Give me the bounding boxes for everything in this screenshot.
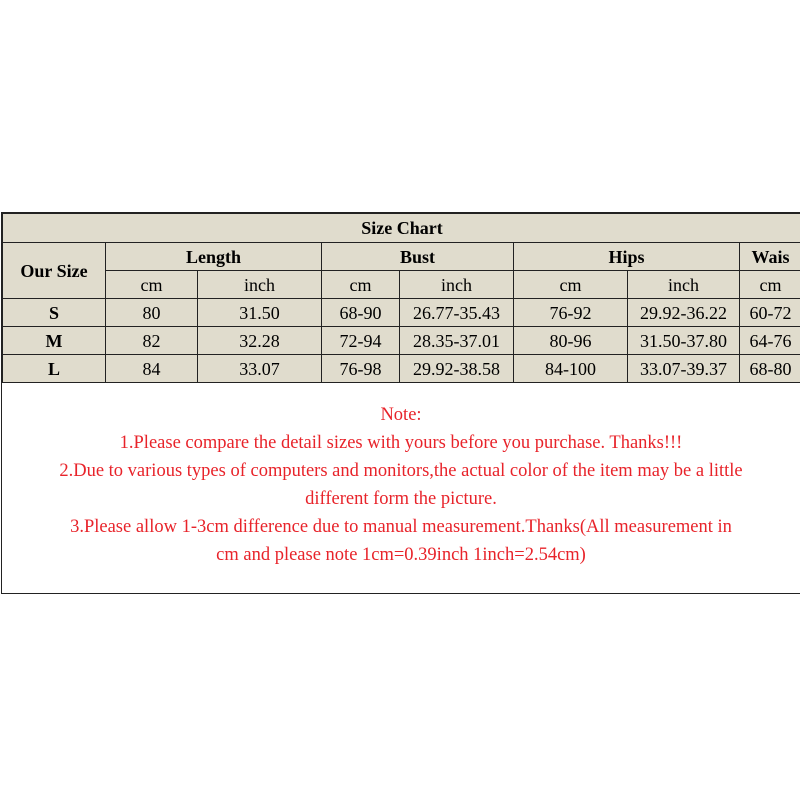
unit-header: cm bbox=[740, 271, 800, 299]
size-column-header: Our Size bbox=[3, 243, 106, 299]
unit-header: inch bbox=[628, 271, 740, 299]
note-line: different form the picture. bbox=[305, 489, 497, 509]
unit-header: cm bbox=[106, 271, 198, 299]
table-cell: 84-100 bbox=[514, 355, 628, 383]
table-cell: 32.28 bbox=[198, 327, 322, 355]
table-cell: 31.50-37.80 bbox=[628, 327, 740, 355]
table-cell: 28.35-37.01 bbox=[400, 327, 514, 355]
notes-heading: Note: bbox=[380, 405, 422, 425]
note-line: 1.Please compare the detail sizes with yours before you purchase. Thanks!!! bbox=[119, 433, 683, 453]
table-cell: 68-90 bbox=[322, 299, 400, 327]
table-cell: 60-72 bbox=[740, 299, 800, 327]
table-cell: 76-98 bbox=[322, 355, 400, 383]
table-cell: 82 bbox=[106, 327, 198, 355]
table-row bbox=[3, 327, 800, 355]
table-row bbox=[3, 299, 800, 327]
table-cell: 29.92-36.22 bbox=[628, 299, 740, 327]
note-line: 2.Due to various types of computers and monitors,the actual color of the item may be a little bbox=[59, 461, 743, 481]
table-cell: 80-96 bbox=[514, 327, 628, 355]
table-row bbox=[3, 355, 800, 383]
table-cell: 80 bbox=[106, 299, 198, 327]
table-cell: 64-76 bbox=[740, 327, 800, 355]
unit-header: inch bbox=[198, 271, 322, 299]
unit-header: cm bbox=[322, 271, 400, 299]
chart-title: Size Chart bbox=[3, 214, 800, 243]
notes-block bbox=[2, 401, 800, 569]
table-cell: 68-80 bbox=[740, 355, 800, 383]
group-header-length: Length bbox=[106, 243, 322, 271]
group-header-hips: Hips bbox=[514, 243, 740, 271]
group-header-bust: Bust bbox=[322, 243, 514, 271]
unit-header: inch bbox=[400, 271, 514, 299]
table-cell: 33.07 bbox=[198, 355, 322, 383]
size-label: M bbox=[3, 327, 106, 355]
size-label: L bbox=[3, 355, 106, 383]
table-cell: 76-92 bbox=[514, 299, 628, 327]
group-header-waist: Wais bbox=[740, 243, 800, 271]
note-line: 3.Please allow 1-3cm difference due to manual measurement.Thanks(All measurement in bbox=[70, 517, 732, 537]
table-cell: 84 bbox=[106, 355, 198, 383]
table-cell: 29.92-38.58 bbox=[400, 355, 514, 383]
table-cell: 33.07-39.37 bbox=[628, 355, 740, 383]
table-cell: 31.50 bbox=[198, 299, 322, 327]
unit-header: cm bbox=[514, 271, 628, 299]
size-label: S bbox=[3, 299, 106, 327]
note-line: cm and please note 1cm=0.39inch 1inch=2.54cm) bbox=[216, 545, 586, 565]
table-cell: 72-94 bbox=[322, 327, 400, 355]
size-chart-table bbox=[2, 213, 800, 383]
size-chart-panel bbox=[1, 212, 800, 594]
table-cell: 26.77-35.43 bbox=[400, 299, 514, 327]
